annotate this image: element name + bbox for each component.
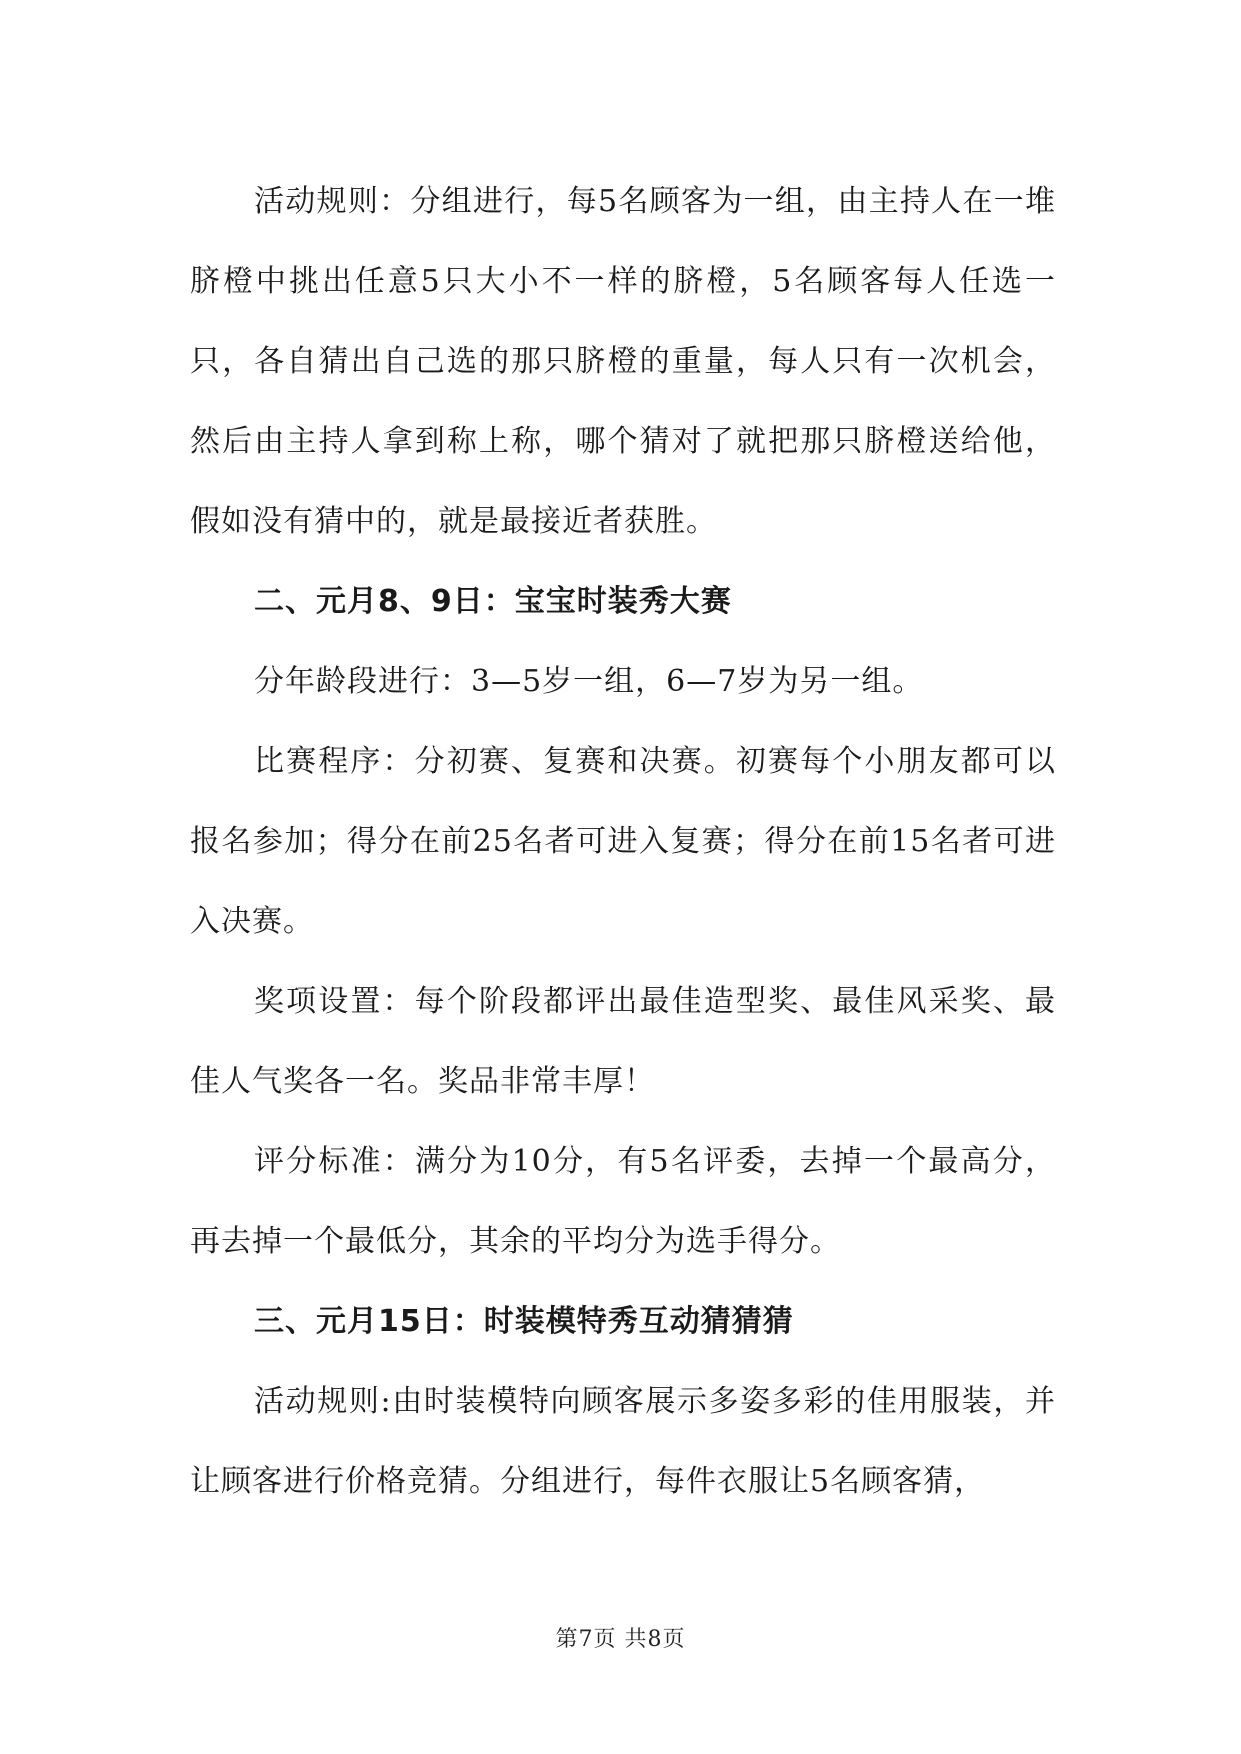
paragraph-rules-model-show: 活动规则:由时装模特向顾客展示多姿多彩的佳用服装，并让顾客进行价格竞猜。分组进行，每件衣服让5名顾客猜， <box>190 1384 1056 1499</box>
paragraph-scoring: 评分标准：满分为10分，有5名评委，去掉一个最高分，再去掉一个最低分，其余的平均分为选手得分。 <box>190 1144 1056 1259</box>
page-number-label: 第7页 共8页 <box>555 1627 686 1652</box>
paragraph-age-groups: 分年龄段进行：3—5岁一组，6—7岁为另一组。 <box>254 664 924 699</box>
page-footer <box>0 1622 1241 1653</box>
paragraph-awards: 奖项设置：每个阶段都评出最佳造型奖、最佳风采奖、最佳人气奖各一名。奖品非常丰厚！ <box>190 984 1056 1099</box>
document-body <box>190 162 1056 1522</box>
paragraph-competition-procedure: 比赛程序：分初赛、复赛和决赛。初赛每个小朋友都可以报名参加；得分在前25名者可进入复赛；得分在前15名者可进入决赛。 <box>190 744 1056 939</box>
section-heading-model-show: 三、元月15日：时装模特秀互动猜猜猜 <box>254 1304 794 1339</box>
section-heading-baby-fashion: 二、元月8、9日：宝宝时装秀大赛 <box>254 584 732 619</box>
paragraph-rules-orange: 活动规则：分组进行，每5名顾客为一组，由主持人在一堆脐橙中挑出任意5只大小不一样的脐橙，5名顾客每人任选一只，各自猜出自己选的那只脐橙的重量，每人只有一次机会，然后由主持人拿到称上称，哪个猜对了就把那只脐橙送给他，假如没有猜中的，就是最接近者获胜。 <box>190 184 1056 539</box>
